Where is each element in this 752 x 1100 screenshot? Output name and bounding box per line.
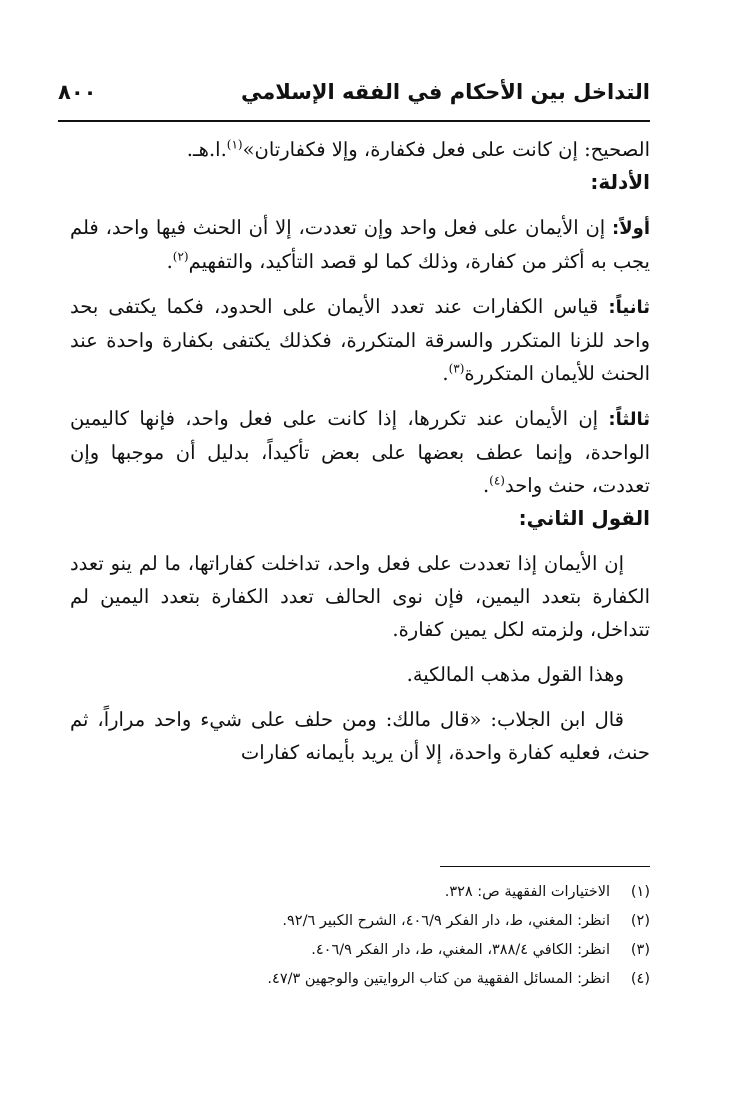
third-lead: ثالثاً: [608,409,650,430]
page-number: ٨٠٠ [58,80,97,104]
footnotes [120,878,650,994]
first-lead: أولاً: [612,218,650,239]
running-header [58,80,650,116]
footnote-item: (١)الاختيارات الفقهية ص: ٣٢٨. [444,884,650,900]
main-text [70,133,650,769]
footnote-ref-4: (٤) [489,473,505,488]
footnote-ref-1: (١) [226,137,243,152]
header-divider [58,120,650,122]
second-opinion-paragraph: إن الأيمان إذا تعددت على فعل واحد، تداخلت كفاراتها، ما لم ينو تعدد الكفارة بتعدد اليمين، فإن نوى الحالف تعدد الكفارة بتعدد اليمين لم تتداخل، ولزمته لكل يمين كفارة. [70,552,650,641]
evidence-first: أولاً: إن الأيمان على فعل واحد وإن تعددت، إلا أن الحنث فيها واحد، فلم يجب به أكثر من كفارة، وذلك كما لو قصد التأكيد، والتفهيم$^{(٢)}$. [70,216,650,273]
footnote-ref-3: (٣) [448,361,465,376]
evidence-third: ثالثاً: إن الأيمان عند تكررها، إذا كانت على فعل واحد، فإنها كاليمين الواحدة، وإنما عطف بعضها على بعض تأكيداً، بدليل أن موجبها وإن تعددت، حنث واحد$^{(٤)}$. [70,407,650,497]
maliki-paragraph: وهذا القول مذهب المالكية. [406,663,624,686]
quote-paragraph: قال ابن الجلاب: «قال مالك: ومن حلف على شيء واحد مراراً، ثم حنث، فعليه كفارة واحدة، إلا أن يريد بأيمانه كفارات [70,708,650,764]
evidence-heading: الأدلة: [590,170,650,194]
footnote-item: (٣)انظر: الكافي ٣٨٨/٤، المغني، ط، دار الفكر ٤٠٦/٩. [311,942,650,958]
second-lead: ثانياً: [608,297,650,318]
evidence-second: ثانياً: قياس الكفارات عند تعدد الأيمان على الحدود، فكما يكتفى بحد واحد للزنا المتكرر والسرقة المتكررة، فكذلك يكتفى بكفارة واحدة عند الحنث للأيمان المتكررة$^{(٣)}$. [70,295,650,385]
opening-paragraph: الصحيح: إن كانت على فعل فكفارة، وإلا فكفارتان»$^{(١)}$.ا.هـ. [186,137,650,161]
page-title: التداخل بين الأحكام في الفقه الإسلامي [241,80,650,104]
footnote-divider [440,866,650,867]
footnote-item: (٤)انظر: المسائل الفقهية من كتاب الروايتين والوجهين ٤٧/٣. [267,971,650,987]
second-opinion-heading: القول الثاني: [518,506,650,530]
footnote-item: (٢)انظر: المغني، ط، دار الفكر ٤٠٦/٩، الشرح الكبير ٩٢/٦. [282,913,650,929]
footnote-ref-2: (٢) [172,249,189,264]
